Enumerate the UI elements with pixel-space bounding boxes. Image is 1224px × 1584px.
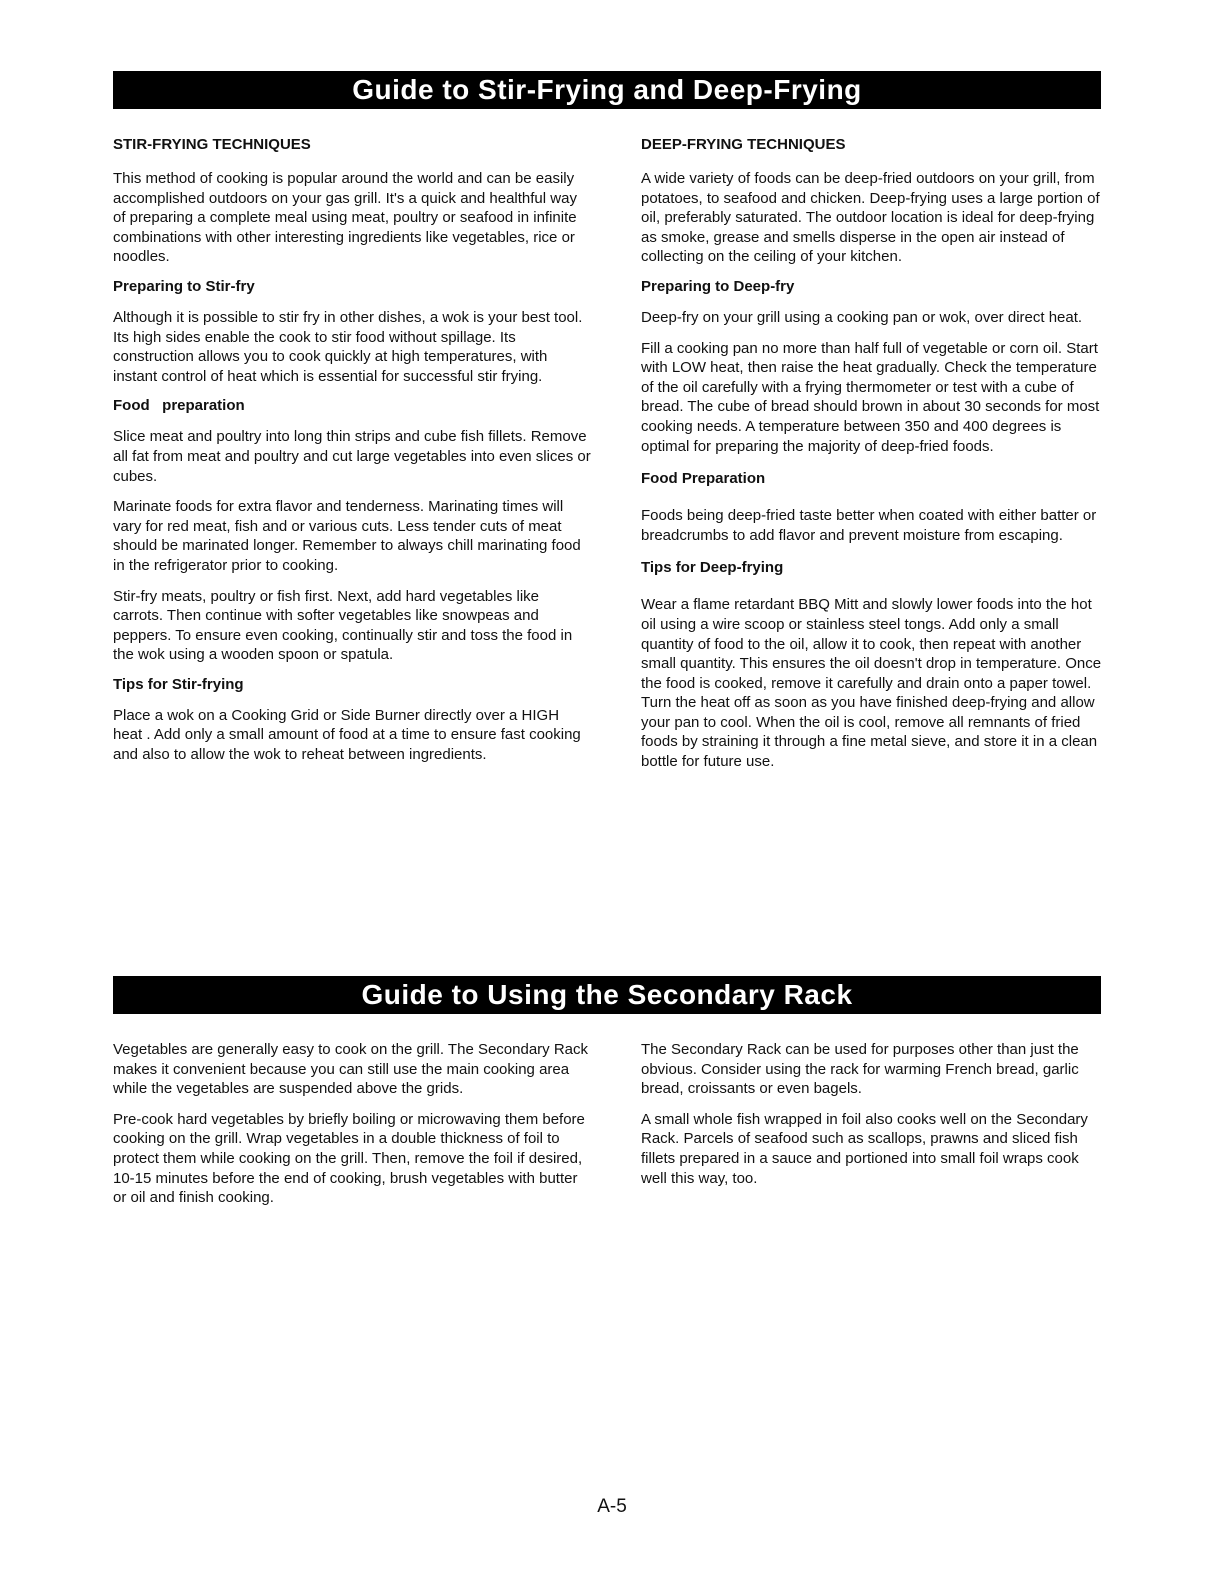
secondary-rack-right-column — [641, 1040, 1103, 1199]
tips-deep-frying-heading: Tips for Deep-frying — [641, 559, 784, 577]
tips-deep-frying-text: Wear a flame retardant BBQ Mitt and slowly lower foods into the hot oil using a wire scoop or stainless steel tongs. Add only a small quantity of food to the oil, allow it to cook, then repeat with another small quantity. This ensures the oil doesn't drop in temperature. Once the food is cooked, remove it carefully and drain onto a paper towel. Turn the heat off as soon as you have finished deep-frying and allow your pan to cool. When the oil is cool, remove all remnants of fried foods by straining it through a fine metal sieve, and store it in a clean bottle for future use. — [641, 596, 1102, 771]
deep-food-preparation-heading: Food Preparation — [641, 470, 766, 488]
food-preparation-text-2: Marinate foods for extra flavor and tenderness. Marinating times will vary for red meat, fish and or various cuts. Less tender cuts of meat should be marinated longer. Remember to always chill marinating food in the refrigerator prior to cooking. — [113, 498, 581, 574]
food-preparation-text-1: Slice meat and poultry into long thin strips and cube fish fillets. Remove all fat from meat and poultry and cut large vegetables into even slices or cubes. — [113, 428, 591, 485]
stir-frying-intro: This method of cooking is popular around the world and can be easily accomplished outdoors on your gas grill. It's a quick and healthful way of preparing a complete meal using meat, poultry or seafood in infinite combinations with other interesting ingredients like vegetables, rice or noodles. — [113, 170, 577, 266]
secondary-rack-right-text-1: The Secondary Rack can be used for purposes other than just the obvious. Consider using the rack for warming French bread, garlic bread, croissants or even bagels. — [641, 1041, 1079, 1098]
tips-stir-frying-text: Place a wok on a Cooking Grid or Side Burner directly over a HIGH heat . Add only a small amount of food at a time to ensure fast cooking and also to allow the wok to reheat between ingredients. — [113, 706, 581, 764]
preparing-deep-fry-heading: Preparing to Deep-fry — [641, 277, 795, 295]
secondary-rack-left-column — [113, 1040, 591, 1219]
food-preparation-heading: Food preparation — [113, 397, 245, 415]
deep-frying-intro: A wide variety of foods can be deep-fried outdoors on your grill, from potatoes, to seafood and chicken. Deep-frying uses a large portion of oil, preferably saturated. The outdoor location is ideal for deep-frying as smoke, grease and smells disperse in the open air instead of collecting on the ceiling of your kitchen. — [641, 170, 1100, 266]
preparing-stir-fry-heading: Preparing to Stir-fry — [113, 277, 255, 295]
banner-stir-deep-frying: Guide to Stir-Frying and Deep-Frying — [113, 71, 1101, 109]
deep-food-preparation-text: Foods being deep-fried taste better when coated with either batter or breadcrumbs to add flavor and prevent moisture from escaping. — [641, 507, 1097, 544]
stir-frying-column — [113, 136, 591, 776]
secondary-rack-left-text-2: Pre-cook hard vegetables by briefly boiling or microwaving them before cooking on the grill. Wrap vegetables in a double thickness of foil to protect them while cooking on the grill. Then, remove the foil if desired, 10-15 minutes before the end of cooking, brush vegetables with butter or oil and finish cooking. — [113, 1110, 585, 1207]
page-number: A-5 — [597, 1496, 627, 1517]
stir-frying-heading: STIR-FRYING TECHNIQUES — [113, 136, 311, 153]
preparing-stir-fry-text: Although it is possible to stir fry in other dishes, a wok is your best tool. Its high sides enable the cook to stir food without spillage. Its construction allows you to cook quickly at high temperatures, with instant control of heat which is essential for successful stir frying. — [113, 308, 583, 385]
deep-frying-heading: DEEP-FRYING TECHNIQUES — [641, 136, 846, 153]
banner-secondary-rack: Guide to Using the Secondary Rack — [113, 976, 1101, 1014]
secondary-rack-left-text-1: Vegetables are generally easy to cook on the grill. The Secondary Rack makes it convenient because you can still use the main cooking area while the vegetables are suspended above the grids. — [113, 1041, 589, 1098]
tips-stir-frying-heading: Tips for Stir-frying — [113, 675, 244, 693]
preparing-deep-fry-text-2: Fill a cooking pan no more than half full of vegetable or corn oil. Start with LOW heat, then raise the heat gradually. Check the temperature of the oil carefully with a frying thermometer or test with a cube of bread. The cube of bread should brown in about 30 seconds for most cooking needs. A temperature between 350 and 400 degrees is optimal for preparing the majority of deep-fried foods. — [641, 339, 1100, 455]
deep-frying-column — [641, 136, 1103, 783]
food-preparation-text-3: Stir-fry meats, poultry or fish first. Next, add hard vegetables like carrots. Then continue with softer vegetables like snowpeas and peppers. To ensure even cooking, continually stir and toss the food in the wok using a wooden spoon or spatula. — [113, 587, 573, 664]
secondary-rack-right-text-2: A small whole fish wrapped in foil also cooks well on the Secondary Rack. Parcels of seafood such as scallops, prawns and sliced fish fillets prepared in a sauce and portioned into small foil wraps cook well this way, too. — [641, 1110, 1088, 1187]
preparing-deep-fry-text-1: Deep-fry on your grill using a cooking pan or wok, over direct heat. — [641, 308, 1083, 326]
